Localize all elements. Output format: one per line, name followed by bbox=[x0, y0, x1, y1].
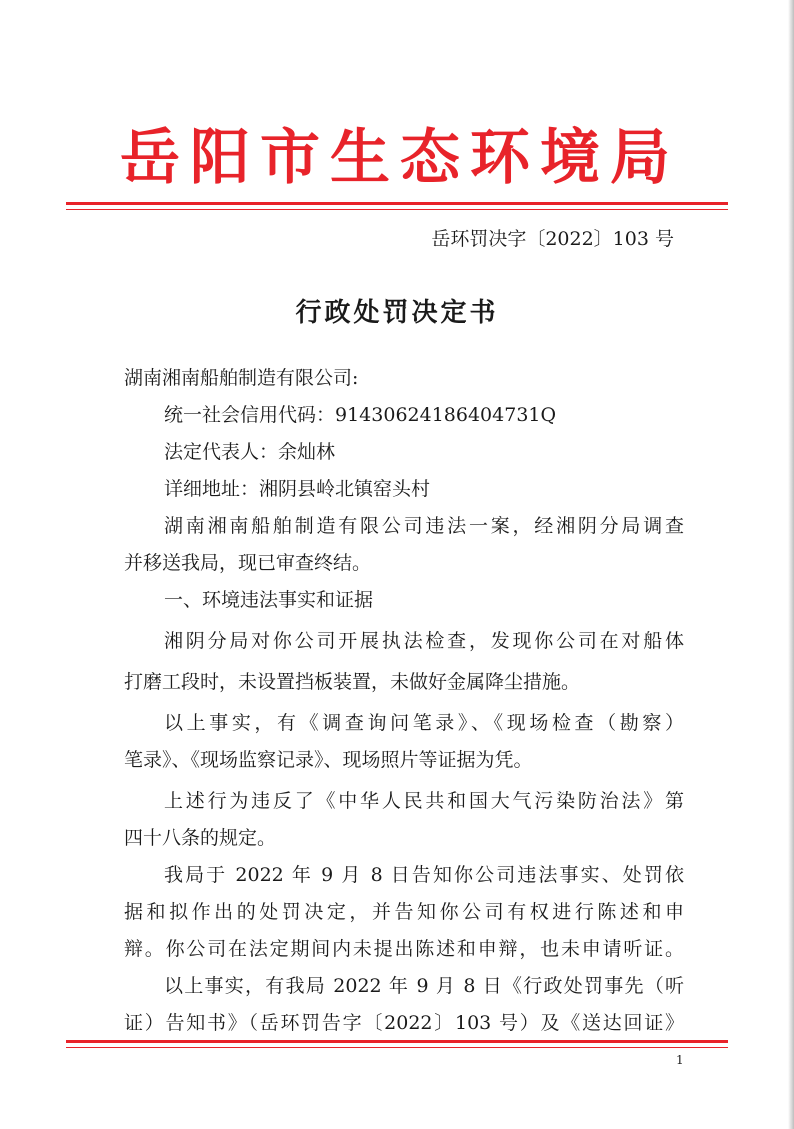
page-number: 1 bbox=[676, 1053, 684, 1067]
document-number: 岳环罚决字〔2022〕103 号 bbox=[431, 228, 674, 250]
organization-letterhead: 岳阳市生态环境局 bbox=[120, 123, 680, 193]
paragraph-line: 证）告知书》（岳环罚告字〔2022〕103 号）及《送达回证》 bbox=[124, 1012, 684, 1034]
paragraph-line: 以上事实，有我局 2022 年 9 月 8 日《行政处罚事先（听 bbox=[164, 975, 684, 997]
paragraph-line: 并移送我局，现已审查终结。 bbox=[124, 552, 372, 574]
document-body bbox=[124, 360, 684, 1042]
footer-rule-thick bbox=[66, 1040, 728, 1043]
header-rule-thin bbox=[66, 209, 728, 210]
paragraph-line: 四十八条的规定。 bbox=[124, 827, 277, 849]
recipient-name: 湖南湘南船舶制造有限公司: bbox=[124, 367, 359, 389]
paragraph-line: 湖南湘南船舶制造有限公司违法一案，经湘阴分局调查 bbox=[164, 515, 684, 537]
paragraph-line: 我局于 2022 年 9 月 8 日告知你公司违法事实、处罚依 bbox=[164, 864, 684, 886]
paragraph-line: 辩。你公司在法定期间内未提出陈述和申辩，也未申请听证。 bbox=[124, 938, 684, 960]
paragraph-line: 湘阴分局对你公司开展执法检查，发现你公司在对船体 bbox=[164, 630, 684, 652]
document-title: 行政处罚决定书 bbox=[295, 298, 499, 328]
footer-rule-thin bbox=[66, 1047, 728, 1048]
paragraph-line: 打磨工段时，未设置挡板装置，未做好金属降尘措施。 bbox=[124, 671, 581, 693]
legal-representative: 法定代表人：余灿林 bbox=[164, 441, 336, 463]
section-heading: 一、环境违法事实和证据 bbox=[164, 589, 374, 611]
scan-edge-shadow bbox=[788, 0, 794, 1129]
paragraph-line: 据和拟作出的处罚决定，并告知你公司有权进行陈述和申 bbox=[124, 901, 684, 923]
credit-code: 统一社会信用代码：91430624186404731Q bbox=[164, 404, 557, 426]
header-rule-thick bbox=[66, 202, 728, 205]
paragraph-line: 上述行为违反了《中华人民共和国大气污染防治法》第 bbox=[164, 790, 684, 812]
paragraph-line: 笔录》、《现场监察记录》、现场照片等证据为凭。 bbox=[124, 749, 533, 771]
address: 详细地址：湘阴县岭北镇窑头村 bbox=[164, 478, 431, 500]
paragraph-line: 以上事实，有《调查询问笔录》、《现场检查（勘察） bbox=[164, 712, 684, 734]
